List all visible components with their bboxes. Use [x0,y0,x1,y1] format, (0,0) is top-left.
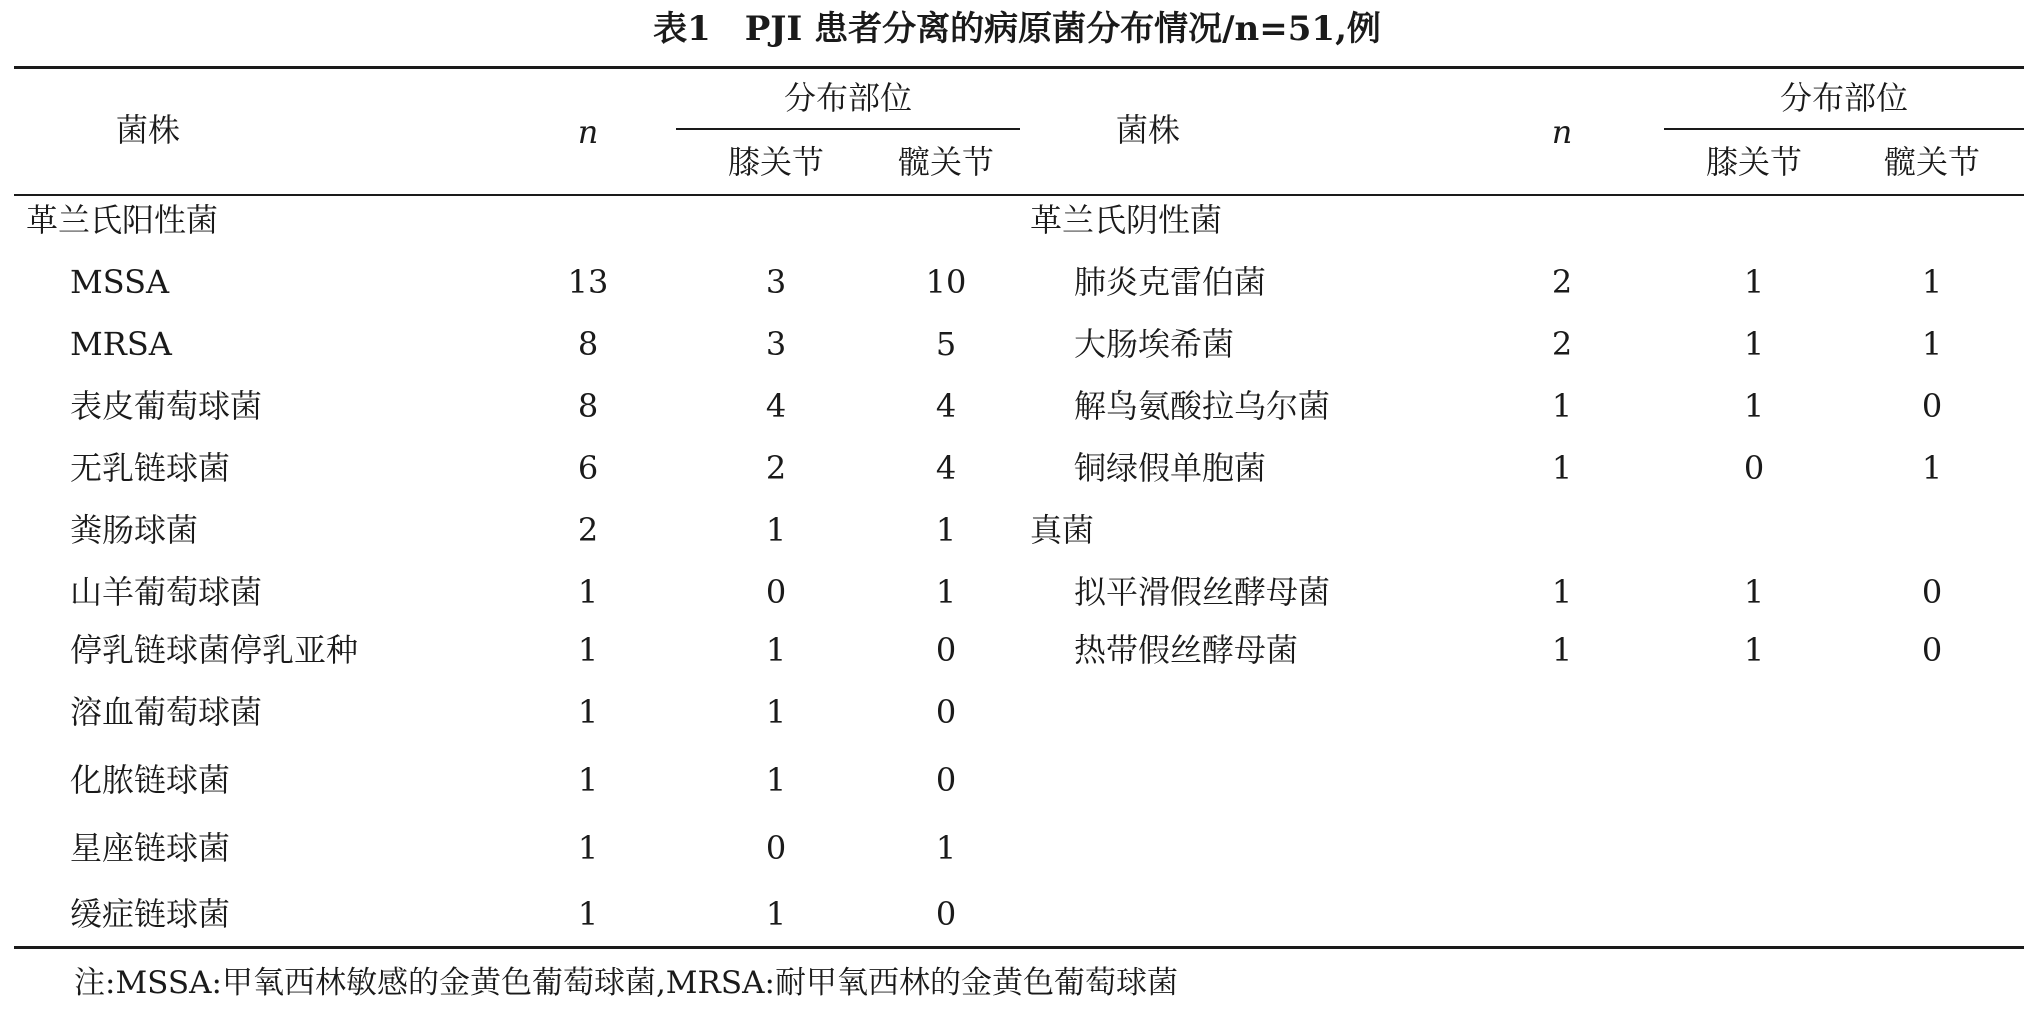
left-row-hip: 1 [935,511,957,549]
header-hip-right: 髋关节 [1883,143,1981,181]
right-subheader-rule [1664,128,2024,130]
left-row-n: 1 [577,761,599,799]
right-row-name: 铜绿假单胞菌 [1074,449,1267,487]
left-row-hip: 10 [925,263,967,301]
left-row-knee: 1 [765,693,787,731]
left-row-n: 8 [577,325,599,363]
left-row-hip: 0 [935,895,957,933]
left-row-knee: 1 [765,511,787,549]
left-row-name: 粪肠球菌 [70,511,199,549]
right-row-n: 1 [1551,631,1573,669]
header-n-left: n [577,113,599,151]
right-row-knee: 1 [1743,263,1765,301]
header-distribution-left: 分布部位 [783,79,913,117]
left-row-name: 化脓链球菌 [70,761,231,799]
header-knee-left: 膝关节 [727,143,825,181]
bottom-rule [14,946,2024,949]
header-hip-left: 髋关节 [897,143,995,181]
right-row-n: 2 [1551,325,1573,363]
left-row-hip: 0 [935,693,957,731]
left-row-n: 1 [577,829,599,867]
left-row-name: 溶血葡萄球菌 [70,693,263,731]
right-row-hip: 0 [1921,631,1943,669]
right-row-hip: 1 [1921,325,1943,363]
left-row-knee: 2 [765,449,787,487]
left-row-name: 无乳链球菌 [70,449,231,487]
left-row-hip: 5 [935,325,957,363]
left-row-n: 1 [577,573,599,611]
right-row-knee: 1 [1743,573,1765,611]
right-row-n: 1 [1551,387,1573,425]
header-rule [14,194,2024,196]
left-row-hip: 1 [935,829,957,867]
left-row-hip: 4 [935,387,957,425]
right-row-n: 1 [1551,573,1573,611]
table-footnote: 注:MSSA:甲氧西林敏感的金黄色葡萄球菌,MRSA:耐甲氧西林的金黄色葡萄球菌 [74,965,1178,1001]
left-row-knee: 4 [765,387,787,425]
left-subheader-rule [676,128,1020,130]
left-row-knee: 0 [765,573,787,611]
left-row-knee: 1 [765,895,787,933]
left-row-knee: 3 [765,325,787,363]
left-row-hip: 0 [935,761,957,799]
table-caption: 表1 PJI 患者分离的病原菌分布情况/n=51,例 [653,9,1381,49]
header-strain-left: 菌株 [116,111,181,149]
left-row-hip: 0 [935,631,957,669]
header-distribution-right: 分布部位 [1779,79,1909,117]
left-row-name: 停乳链球菌停乳亚种 [70,631,359,669]
left-row-n: 6 [577,449,599,487]
group-fungi: 真菌 [1030,511,1095,549]
left-row-n: 1 [577,631,599,669]
group-gram-negative: 革兰氏阴性菌 [1030,201,1223,239]
right-row-hip: 1 [1921,449,1943,487]
group-gram-positive: 革兰氏阳性菌 [26,201,219,239]
right-row-name: 肺炎克雷伯菌 [1074,263,1267,301]
left-row-n: 2 [577,511,599,549]
right-row-name: 大肠埃希菌 [1074,325,1235,363]
left-row-name: 山羊葡萄球菌 [70,573,263,611]
left-row-n: 1 [577,693,599,731]
left-row-name: MSSA [70,263,170,301]
left-row-name: 缓症链球菌 [70,895,231,933]
left-row-n: 1 [577,895,599,933]
left-row-name: 星座链球菌 [70,829,231,867]
right-row-knee: 0 [1743,449,1765,487]
right-row-hip: 1 [1921,263,1943,301]
left-row-n: 8 [577,387,599,425]
left-row-knee: 1 [765,631,787,669]
right-row-n: 1 [1551,449,1573,487]
right-row-n: 2 [1551,263,1573,301]
left-row-knee: 0 [765,829,787,867]
right-row-hip: 0 [1921,573,1943,611]
right-row-knee: 1 [1743,325,1765,363]
header-strain-right: 菌株 [1116,111,1181,149]
top-rule [14,66,2024,69]
right-row-hip: 0 [1921,387,1943,425]
header-knee-right: 膝关节 [1705,143,1803,181]
left-row-knee: 3 [765,263,787,301]
left-row-hip: 1 [935,573,957,611]
right-row-knee: 1 [1743,631,1765,669]
header-n-right: n [1551,113,1573,151]
right-row-name: 解鸟氨酸拉乌尔菌 [1074,387,1331,425]
right-row-name: 热带假丝酵母菌 [1074,631,1299,669]
left-row-knee: 1 [765,761,787,799]
left-row-name: 表皮葡萄球菌 [70,387,263,425]
right-row-name: 拟平滑假丝酵母菌 [1074,573,1331,611]
left-row-hip: 4 [935,449,957,487]
right-row-knee: 1 [1743,387,1765,425]
left-row-name: MRSA [70,325,172,363]
left-row-n: 13 [567,263,609,301]
